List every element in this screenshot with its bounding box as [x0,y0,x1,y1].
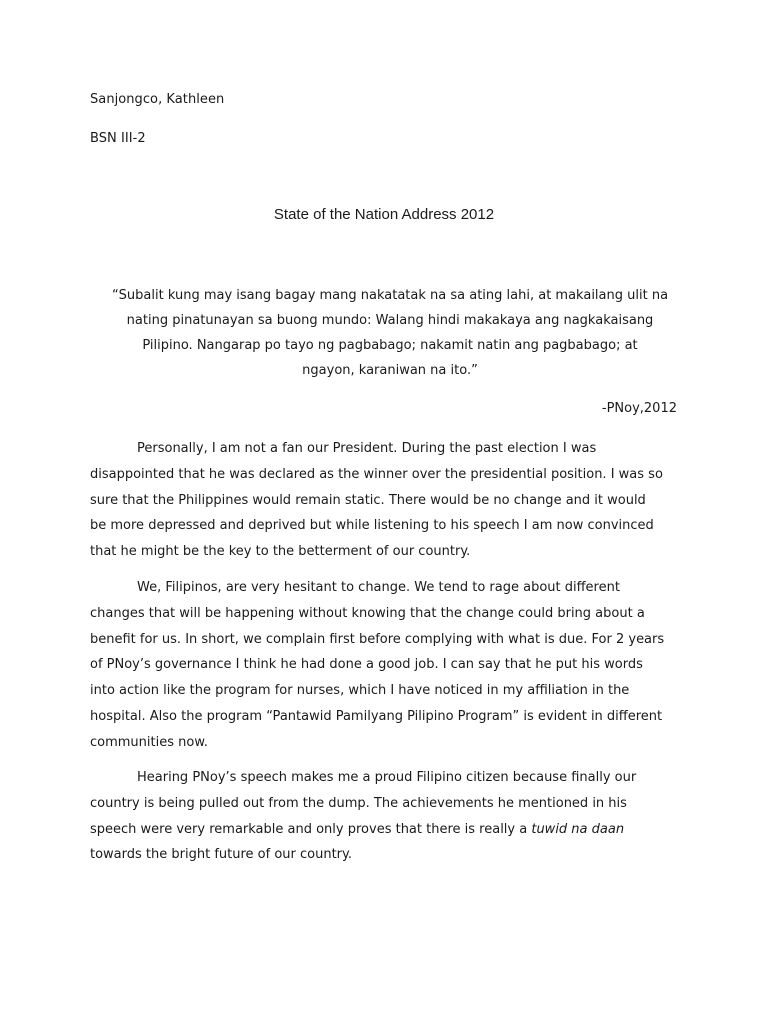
paragraph-line: communities now. [90,734,208,750]
paragraph-line: hospital. Also the program “Pantawid Pamilyang Pilipino Program” is evident in different [90,708,663,724]
paragraph-line: of PNoy’s governance I think he had done a good job. I can say that he put his words [90,657,643,673]
paragraph-line: towards the bright future of our country. [90,847,352,863]
quote-line: nating pinatunayan sa buong mundo: Walang hindi makakaya ang nagkakaisang [126,313,654,328]
paragraph-line: changes that will be happening without knowing that the change could bring about a [90,605,645,621]
paragraph-2 [90,575,690,756]
class-section: BSN III-2 [90,131,146,146]
author-name: Sanjongco, Kathleen [90,92,225,107]
paragraph-line: sure that the Philippines would remain static. There would be no change and it would [90,492,646,508]
paragraph-line: benefit for us. In short, we complain first before complying with what is due. For 2 years [90,631,665,647]
quote-line: “Subalit kung may isang bagay mang nakatatak na sa ating lahi, at makailang ulit na [111,288,669,303]
document-title: State of the Nation Address 2012 [273,206,495,223]
paragraph-line: Personally, I am not a fan our President. During the past election I was [137,441,597,456]
paragraph-line: that he might be the key to the betterment of our country. [90,544,471,560]
paragraph-3 [90,765,690,868]
paragraph-line: country is being pulled out from the dump. The achievements he mentioned in his [90,795,627,811]
quote-attribution: -PNoy,2012 [601,401,677,416]
quote-line: ngayon, karaniwan na ito.” [302,363,478,378]
paragraph-1 [90,436,690,565]
paragraph-line: Hearing PNoy’s speech makes me a proud Filipino citizen because finally our [137,770,637,785]
paragraph-line: into action like the program for nurses, which I have noticed in my affiliation in the [90,683,630,699]
paragraph-line [90,817,690,843]
paragraph-line: We, Filipinos, are very hesitant to change. We tend to rage about different [137,580,620,595]
quote-block [90,283,690,383]
emphasis-text: tuwid na daan [531,821,625,837]
paragraph-text: speech were very remarkable and only proves that there is really a [90,821,532,837]
paragraph-line: be more depressed and deprived but while listening to his speech I am now convinced [90,518,654,534]
paragraph-line: disappointed that he was declared as the winner over the presidential position. I was so [90,466,663,482]
quote-line: Pilipino. Nangarap po tayo ng pagbabago; nakamit natin ang pagbabago; at [142,338,638,353]
